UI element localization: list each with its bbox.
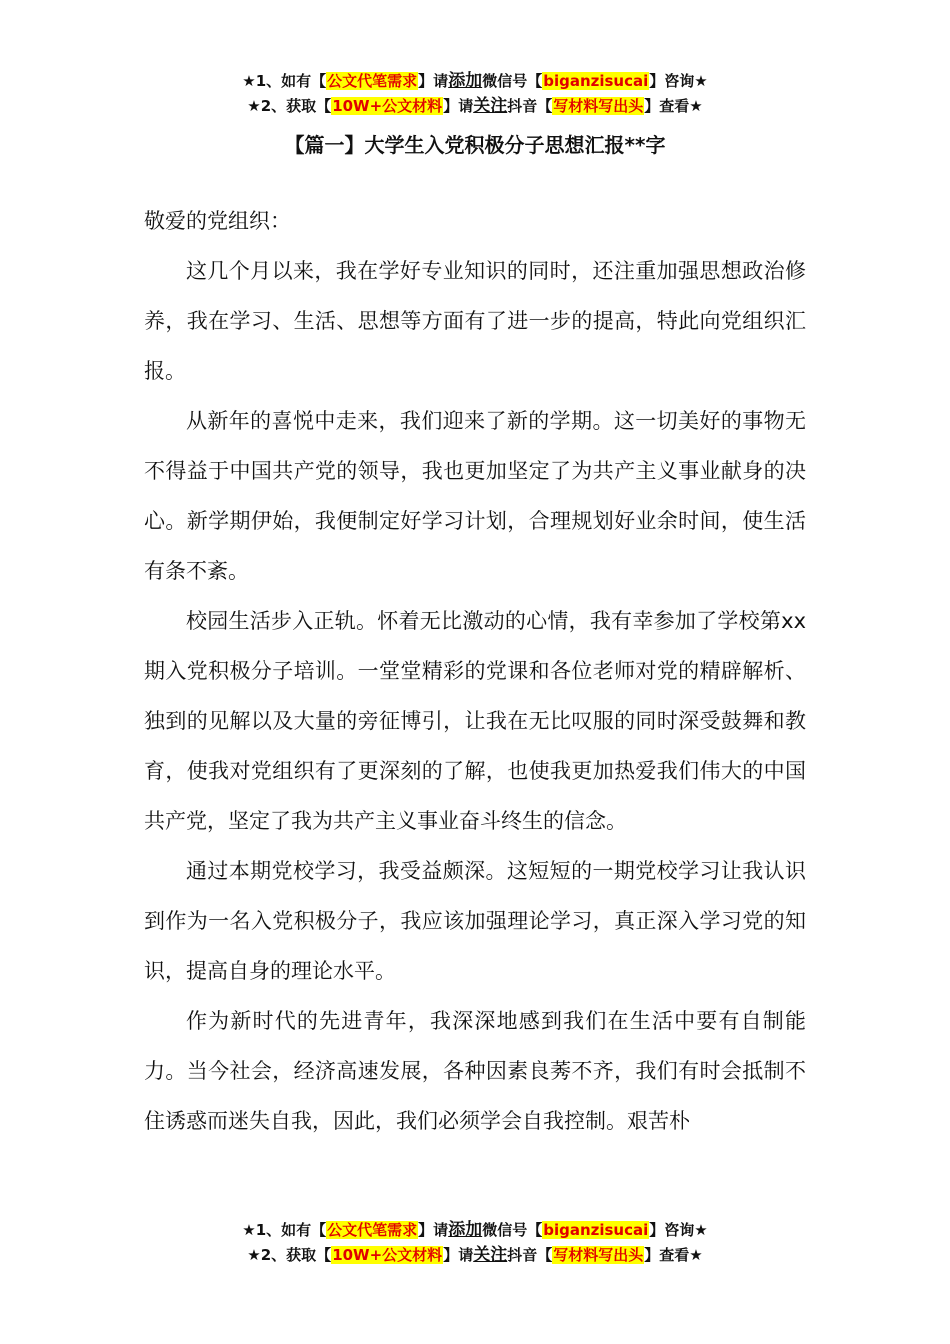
header-banner-line-2 <box>0 94 950 119</box>
footer-banner-line-1-text-d: 】咨询★ <box>649 1221 708 1239</box>
document-body <box>144 196 806 1146</box>
header-banner-line-1-text-a: ★1、如有【 <box>242 72 327 90</box>
footer-banner-line-2-text-d: 】查看★ <box>644 1246 703 1264</box>
header-banner-line-1-highlight-b: biganzisucai <box>543 72 649 90</box>
footer-banner-line-2-highlight-b: 写材料写出头 <box>553 1246 644 1264</box>
header-banner-line-1-underlined: 添加 <box>448 71 483 91</box>
header-banner-line-2-text-d: 】查看★ <box>644 97 703 115</box>
header-banner-line-2-text-b: 】请 <box>443 97 474 115</box>
header-banner-line-2-highlight-b: 写材料写出头 <box>553 97 644 115</box>
document-title: 【篇一】大学生入党积极分子思想汇报**字 <box>284 133 666 157</box>
footer-banner-line-1-highlight-a: 公文代笔需求 <box>327 1221 418 1239</box>
header-banner-line-2-text-a: ★2、获取【 <box>247 97 332 115</box>
header-banner-line-2-underlined: 关注 <box>473 96 508 116</box>
header-banner-line-1-text-d: 】咨询★ <box>649 72 708 90</box>
footer-banner-line-2-text-a: ★2、获取【 <box>247 1246 332 1264</box>
paragraph-3: 校园生活步入正轨。怀着无比激动的心情，我有幸参加了学校第xx期入党积极分子培训。一堂堂精彩的党课和各位老师对党的精辟解析、独到的见解以及大量的旁征博引，让我在无比叹服的同时深受鼓舞和教育，使我对党组织有了更深刻的了解，也使我更加热爱我们伟大的中国共产党，坚定了我为共产主义事业奋斗终生的信念。 <box>144 609 806 833</box>
footer-banner <box>0 1218 950 1268</box>
paragraph-4: 通过本期党校学习，我受益颇深。这短短的一期党校学习让我认识到作为一名入党积极分子，我应该加强理论学习，真正深入学习党的知识，提高自身的理论水平。 <box>144 859 806 983</box>
footer-banner-line-1-underlined: 添加 <box>448 1220 483 1240</box>
header-banner-line-1-text-b: 】请 <box>418 72 449 90</box>
footer-banner-line-2-highlight-a: 10W+公文材料 <box>332 1246 443 1264</box>
header-banner <box>0 69 950 119</box>
header-banner-line-1 <box>0 69 950 94</box>
paragraph-1: 这几个月以来，我在学好专业知识的同时，还注重加强思想政治修养，我在学习、生活、思想等方面有了进一步的提高，特此向党组织汇报。 <box>144 259 806 383</box>
footer-banner-line-1-highlight-b: biganzisucai <box>543 1221 649 1239</box>
paragraph-5: 作为新时代的先进青年，我深深地感到我们在生活中要有自制能力。当今社会，经济高速发展，各种因素良莠不齐，我们有时会抵制不住诱惑而迷失自我，因此，我们必须学会自我控制。艰苦朴 <box>144 1009 806 1133</box>
footer-banner-line-2-underlined: 关注 <box>473 1245 508 1265</box>
footer-banner-line-2-text-b: 】请 <box>443 1246 474 1264</box>
header-banner-line-1-highlight-a: 公文代笔需求 <box>327 72 418 90</box>
paragraph-2: 从新年的喜悦中走来，我们迎来了新的学期。这一切美好的事物无不得益于中国共产党的领导，我也更加坚定了为共产主义事业献身的决心。新学期伊始，我便制定好学习计划，合理规划好业余时间，使生活有条不紊。 <box>144 409 806 583</box>
footer-banner-line-1 <box>0 1218 950 1243</box>
salutation: 敬爱的党组织： <box>144 209 291 233</box>
footer-banner-line-2-text-c: 抖音【 <box>507 1246 553 1264</box>
header-banner-line-1-text-c: 微信号【 <box>482 72 543 90</box>
header-banner-line-2-highlight-a: 10W+公文材料 <box>332 97 443 115</box>
footer-banner-line-1-text-b: 】请 <box>418 1221 449 1239</box>
footer-banner-line-1-text-c: 微信号【 <box>482 1221 543 1239</box>
footer-banner-line-2 <box>0 1243 950 1268</box>
footer-banner-line-1-text-a: ★1、如有【 <box>242 1221 327 1239</box>
header-banner-line-2-text-c: 抖音【 <box>507 97 553 115</box>
